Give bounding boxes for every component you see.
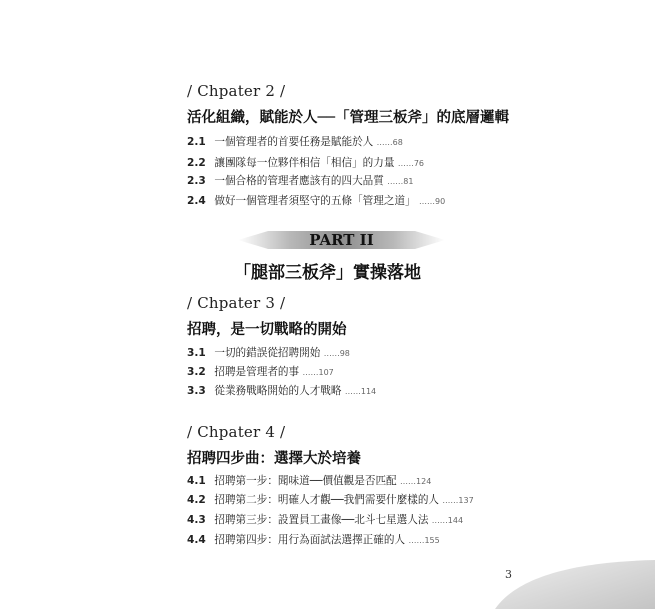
toc-entry[interactable] bbox=[187, 173, 413, 188]
entry-page: ……76 bbox=[397, 159, 425, 168]
entry-text: 招聘第四步：用行為面試法選擇正確的人 bbox=[214, 534, 406, 546]
toc-entry[interactable] bbox=[187, 193, 445, 208]
entry-text: 做好一個管理者須堅守的五條「管理之道」 bbox=[214, 195, 416, 207]
entry-number: 3.1 bbox=[187, 347, 206, 359]
toc-entry[interactable] bbox=[187, 492, 474, 507]
part-label: PART II bbox=[309, 231, 374, 249]
entry-text: 招聘是管理者的事 bbox=[214, 366, 300, 378]
entry-number: 2.2 bbox=[187, 157, 206, 169]
entry-text: 招聘第三步：設置員工畫像──北斗七星選人法 bbox=[214, 514, 429, 526]
entry-number: 4.4 bbox=[187, 534, 206, 546]
entry-number: 3.3 bbox=[187, 385, 206, 397]
entry-text: 招聘第二步：明確人才觀──我們需要什麼樣的人 bbox=[214, 494, 440, 506]
toc-entry[interactable] bbox=[187, 473, 431, 488]
toc-entry[interactable] bbox=[187, 364, 334, 379]
entry-number: 4.1 bbox=[187, 475, 206, 487]
entry-page: ……81 bbox=[387, 177, 414, 186]
entry-text: 一切的錯誤從招聘開始 bbox=[214, 347, 321, 359]
entry-number: 2.3 bbox=[187, 175, 206, 187]
toc-entry[interactable] bbox=[187, 383, 376, 398]
entry-number: 2.4 bbox=[187, 195, 206, 207]
entry-page: ……90 bbox=[419, 197, 446, 206]
chapter-2-title: 活化組織，賦能於人──「管理三板斧」的底層邏輯 bbox=[187, 109, 509, 126]
page-number: 3 bbox=[505, 568, 512, 581]
toc-entry[interactable] bbox=[187, 345, 350, 360]
entry-page: ……114 bbox=[344, 387, 377, 396]
entry-text: 讓團隊每一位夥伴相信「相信」的力量 bbox=[214, 157, 395, 169]
entry-page: ……98 bbox=[323, 349, 350, 358]
entry-text: 一個管理者的首要任務是賦能於人 bbox=[214, 136, 374, 148]
entry-number: 4.3 bbox=[187, 514, 206, 526]
entry-number: 3.2 bbox=[187, 366, 206, 378]
entry-page: ……107 bbox=[302, 368, 334, 377]
entry-page: ……137 bbox=[442, 496, 474, 505]
entry-page: ……124 bbox=[400, 477, 432, 486]
toc-entry[interactable] bbox=[187, 532, 440, 547]
entry-number: 4.2 bbox=[187, 494, 206, 506]
entry-page: ……144 bbox=[431, 516, 464, 525]
chapter-4-title: 招聘四步曲：選擇大於培養 bbox=[187, 450, 361, 467]
entry-number: 2.1 bbox=[187, 136, 206, 148]
entry-text: 招聘第一步：聞味道──價值觀是否匹配 bbox=[214, 475, 397, 487]
part-title: 「腿部三板斧」實操落地 bbox=[234, 263, 421, 283]
entry-page: ……68 bbox=[376, 138, 403, 147]
toc-entry[interactable] bbox=[187, 512, 463, 527]
toc-entry[interactable] bbox=[187, 134, 403, 149]
entry-text: 一個合格的管理者應該有的四大品質 bbox=[214, 175, 384, 187]
corner-decoration bbox=[495, 560, 655, 609]
chapter-2-label: / Chpater 2 / bbox=[187, 82, 286, 100]
entry-text: 從業務戰略開始的人才戰略 bbox=[214, 385, 342, 397]
entry-page: ……155 bbox=[408, 536, 440, 545]
part-banner bbox=[238, 228, 445, 252]
toc-entry[interactable] bbox=[187, 155, 424, 170]
chapter-4-label: / Chpater 4 / bbox=[187, 423, 286, 441]
chapter-3-title: 招聘，是一切戰略的開始 bbox=[187, 321, 347, 338]
chapter-3-label: / Chpater 3 / bbox=[187, 294, 286, 312]
